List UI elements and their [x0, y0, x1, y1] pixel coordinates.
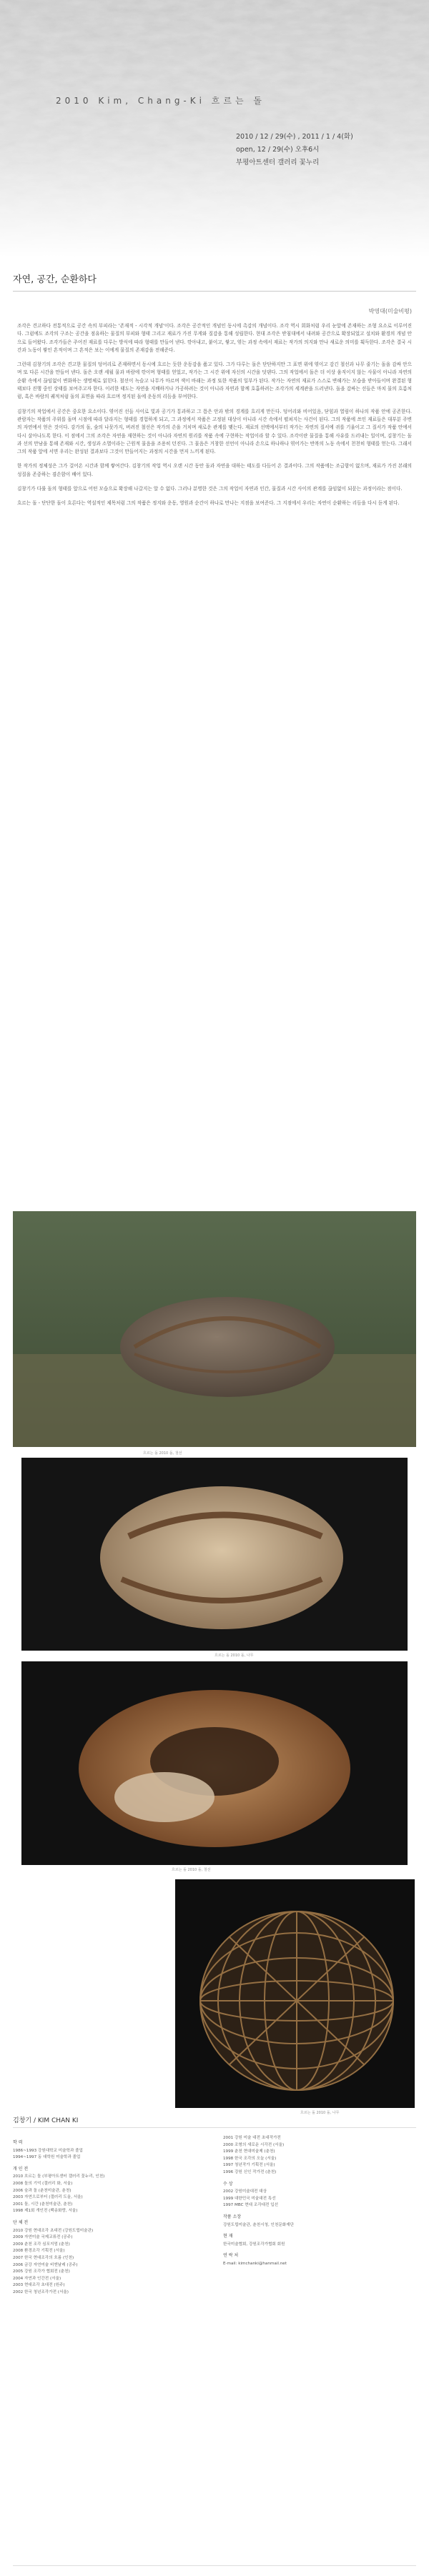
essay-paragraph: 조각은 견고하다 전통적으로 공간 속의 부피라는 '존재적 - 시각적 개념'이다. 조각은 공간적인 개념인 동시에 촉감의 개념이다. 조각 역시 회화처럼 우리 눈앞에 존재하는 조형 요소로 이루어진다. 그럼에도 조각의 구조는 공간을 점유하는 물질의 부피와 형태 그리고 재료가 가진 무게와 질감을 통해 성립한다. 현대 조각은 받침대에서 내려와 공간으로 확장되었고 설치와 환경의 개념 안으로 들어왔다. 조각가들은 주어진 재료를 다루는 방식에 따라 형태를 만들어 낸다. 깎아내고, 붙이고, 쌓고, 엮는 과정 속에서 재료는 작가의 의지와 만나 새로운 의미를 획득한다. 조각은 결국 시간과 노동이 쌓인 흔적이며 그 흔적은 보는 이에게 물질의 존재감을 전해준다. — [17, 323, 412, 353]
profile-line: 1996 강원 신인 작가전 (춘천) — [223, 2169, 277, 2174]
artwork-caption: 흐르는 돌 2010 돌, 철선 — [143, 1451, 182, 1456]
footer-divider — [13, 2565, 416, 2566]
profile-line: 2006 숲과 돌 (춘천미술관, 춘천) — [13, 2188, 72, 2193]
profile-left-column — [13, 2135, 206, 2296]
essay-paragraph: 김창기가 다룰 돌의 형태를 앞으로 어떤 모습으로 확장해 나갈지는 알 수 없다. 그러나 분명한 것은 그의 작업이 자연과 인간, 물질과 시간 사이의 관계를 끊임없이 되묻는 과정이라는 점이다. — [17, 486, 403, 492]
profile-line: 2009 자연미술 국제교류전 (공주) — [13, 2235, 73, 2240]
profile-line: 1986~1993 강원대학교 미술학과 졸업 — [13, 2148, 83, 2153]
artwork-photo — [21, 1661, 408, 1865]
profile-line: 1997 청년작가 기획전 (서울) — [223, 2163, 275, 2168]
artwork-photo — [13, 1211, 416, 1447]
profile-line: 2008 환경조각 기획전 (서울) — [13, 2249, 65, 2254]
profile-line: 2006 금강 자연미술 비엔날레 (공주) — [13, 2262, 78, 2267]
stone-sculpture-image — [21, 1458, 408, 1651]
essay-paragraph: 김창기의 작업에서 공간은 중요한 요소이다. 엮어진 선들 사이로 빛과 공기가 통과하고 그 틈은 안과 밖의 경계를 흐리게 만든다. 덩어리와 비어있음, 닫힘과 열림이 하나의 작품 안에 공존한다. 관람자는 작품의 주위를 돌며 시점에 따라 달라지는 형태를 경험하게 되고, 그 과정에서 작품은 고정된 대상이 아니라 시간 속에서 펼쳐지는 사건이 된다. 그의 작품에 쓰인 재료들은 대부분 주변의 자연에서 얻은 것이다. 강가의 돌, 숲의 나뭇가지, 버려진 철선은 작가의 손을 거치며 새로운 관계를 맺는다. 재료의 선택에서부터 작가는 자연의 질서에 귀를 기울이고 그 질서가 작품 안에서 다시 살아나도록 한다. 이 점에서 그의 조각은 자연을 재현하는 것이 아니라 자연의 원리를 작품 속에 구현하는 작업이라 할 수 있다. 조각이란 물질을 통해 사유를 드러내는 일이며, 김창기는 돌과 선의 만남을 통해 존재와 시간, 생성과 소멸이라는 근원적 물음을 조용히 던진다. 그 물음은 거창한 선언이 아니라 손으로 하나하나 엮어가는 반복의 노동 속에서 천천히 형태를 얻는다. 그래서 그의 작품 앞에 서면 우리는 완성된 결과보다 그것이 만들어지는 과정의 시간을 먼저 느끼게 된다. — [17, 408, 412, 455]
artwork-photo — [21, 1458, 408, 1651]
profile-line: 2002 강원미술대전 대상 — [223, 2189, 267, 2194]
essay-paragraph: 그런데 김창기의 조각은 견고한 물질의 덩어리로 존재하면서 동시에 흐르는 듯한 운동감을 품고 있다. 그가 다루는 돌은 단단하지만 그 표면 위에 엮이고 감긴 철선과 나무 줄기는 돌을 감싸 안으며 또 다른 시간을 만들어 낸다. 돌은 오랜 세월 물과 바람에 깎이며 형태를 얻었고, 작가는 그 시간 위에 자신의 시간을 덧댄다. 그의 작업에서 돌은 더 이상 움직이지 않는 사물이 아니라 자연의 순환 속에서 끊임없이 변화하는 생명체로 읽힌다. 철선이 녹슬고 나무가 마르며 색이 바래는 과정 또한 작품의 일부가 된다. 작가는 자연의 재료가 스스로 변해가는 모습을 받아들이며 완결된 형태보다 진행 중인 상태를 보여주고자 한다. 이러한 태도는 자연을 지배하거나 가공하려는 것이 아니라 자연과 함께 호흡하려는 조각가의 세계관을 드러낸다. 돌을 감싸는 선들은 마치 물의 흐름처럼, 혹은 바람의 궤적처럼 돌의 표면을 따라 흐르며 정지된 돌에 운동의 리듬을 부여한다. — [17, 362, 412, 400]
profile-line: 강원도립미술관, 춘천시청, 인천문화재단 — [223, 2222, 294, 2227]
profile-right-column — [223, 2135, 416, 2296]
stone-texture-background — [0, 0, 429, 257]
exhibition-opening: open, 12 / 29(수) 오후6시 — [236, 146, 320, 154]
profile-line: 2007 한국 현대조각의 흐름 (인천) — [13, 2255, 74, 2260]
profile-line: 2003 자연으로부터 (갤러리 도올, 서울) — [13, 2195, 83, 2200]
profile-line: 2009 춘천 조각 심포지엄 (춘천) — [13, 2242, 70, 2247]
exhibition-dates: 2010 / 12 / 29(수) , 2011 / 1 / 4(화) — [236, 133, 353, 141]
exhibition-title: 2010 Kim, Chang-Ki 흐르는 돌 — [56, 96, 265, 106]
profile-line: 1998 한국 조각의 오늘 (서울) — [223, 2156, 277, 2161]
profile-line: 1994~1997 동 대학원 미술학과 졸업 — [13, 2155, 81, 2160]
exhibition-info — [236, 131, 353, 169]
profile-line: 1998 제1회 개인전 (백송화랑, 서울) — [13, 2209, 78, 2214]
profile-line: 2008 돌의 기억 (갤러리 화, 서울) — [13, 2181, 73, 2186]
profile-heading: 현 재 — [223, 2234, 233, 2239]
essay-paragraph: 한 작가의 정체성은 그가 걸어온 시간과 함께 쌓여간다. 김창기의 작업 역시 오랜 시간 동안 돌과 자연을 대하는 태도를 다듬어 온 결과이다. 그의 작품에는 조급함이 없으며, 재료가 가진 본래의 성질을 존중하는 겸손함이 배어 있다. — [17, 463, 412, 477]
profile-line: 1997 MBC 현대 조각대전 입선 — [223, 2203, 279, 2208]
profile-heading: 작품 소장 — [223, 2214, 242, 2219]
artwork-caption: 흐르는 돌 2010 돌, 나무 — [214, 1653, 254, 1658]
stone-sculpture-image — [13, 1211, 416, 1447]
artist-name: 김창기 / KIM CHAN KI — [13, 2115, 416, 2128]
profile-heading: 연 락 처 — [223, 2253, 239, 2259]
profile-line: E-mail: kimchanki@hanmail.net — [223, 2261, 287, 2266]
essay-title: 자연, 공간, 순환하다 — [13, 272, 416, 292]
profile-heading: 개 인 전 — [13, 2166, 29, 2172]
profile-line: 1999 춘천 현대미술제 (춘천) — [223, 2149, 275, 2154]
profile-heading: 단 체 전 — [13, 2219, 29, 2225]
profile-line: 한국미술협회, 강원조각가협회 회원 — [223, 2242, 285, 2247]
profile-line: 2002 한국 청년조각가전 (서울) — [13, 2289, 69, 2294]
profile-line: 2001 돌, 시간 (춘천미술관, 춘천) — [13, 2202, 73, 2207]
essay-paragraph: 흐르는 돌 - 단단한 돌이 흐른다는 역설적인 제목처럼 그의 작품은 정지와 운동, 영원과 순간이 하나로 만나는 지점을 보여준다. 그 지점에서 우리는 자연이 순환하는 리듬을 다시 듣게 된다. — [17, 500, 400, 507]
profile-line: 2003 현대조각 초대전 (원주) — [13, 2283, 65, 2288]
profile-line: 2010 강원 현대조각 초대전 (강원도립미술관) — [13, 2228, 94, 2233]
essay-author: 박영대(미술비평) — [368, 308, 412, 314]
profile-line: 1999 대한민국 미술대전 특선 — [223, 2196, 276, 2201]
artwork-caption: 흐르는 돌 2010 돌, 철선 — [172, 1868, 211, 1872]
exhibition-venue: 부평아트센터 갤러리 꽃누리 — [236, 159, 320, 166]
artist-profile — [13, 2115, 416, 2296]
artwork-caption: 흐르는 돌 2010 돌, 나무 — [300, 2111, 340, 2115]
stone-sculpture-image — [21, 1661, 408, 1865]
artwork-photo — [175, 1879, 415, 2108]
profile-line: 2010 흐르는 돌 (부평아트센터 갤러리 꽃누리, 인천) — [13, 2174, 105, 2179]
profile-line: 2001 강원 미술 대전 초대작가전 — [223, 2136, 281, 2140]
profile-line: 2004 자연과 인간전 (서울) — [13, 2276, 61, 2281]
woven-sculpture-image — [175, 1879, 415, 2108]
profile-line: 2005 강원 조각가 협회전 (춘천) — [13, 2269, 70, 2274]
profile-heading: 수 상 — [223, 2181, 233, 2187]
exhibition-header — [0, 0, 429, 257]
profile-heading: 학 력 — [13, 2140, 23, 2145]
profile-line: 2000 조형의 새로운 시각전 (서울) — [223, 2142, 285, 2147]
essay-section — [13, 272, 416, 514]
